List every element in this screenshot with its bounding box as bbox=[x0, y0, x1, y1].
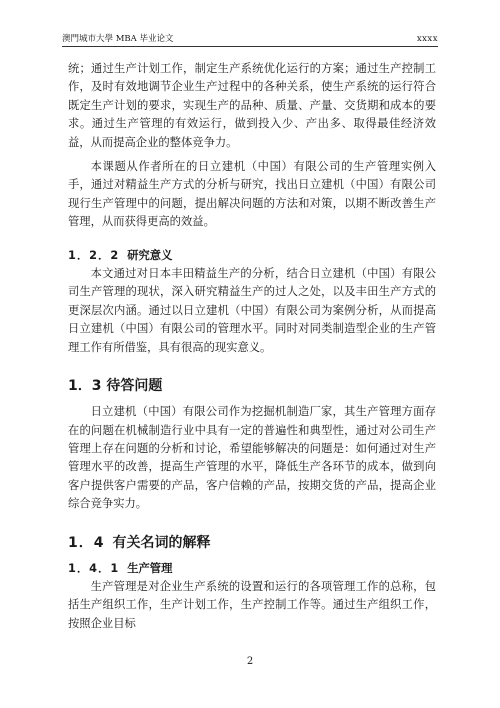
section-title: 有关名词的解释 bbox=[112, 534, 211, 551]
section-number: 1．4 bbox=[68, 534, 105, 551]
paragraph-continued: 统；通过生产计划工作，制定生产系统优化运行的方案；通过生产控制工作，及时有效地调节企业生产过程中的各种关系，使生产系统的运行符合既定生产计划的要求，实现生产的品种、质量、产量、交货期和成本的要求。通过生产管理的有效运行，做到投入少、产出多、取得最佳经济效益，从而提高企业的整体竞争力。 bbox=[68, 62, 436, 149]
page-number: 2 bbox=[246, 656, 254, 667]
paragraph-production-management: 生产管理是对企业生产系统的设置和运行的各项管理工作的总称，包括生产组织工作，生产计划工作，生产控制工作等。通过生产组织工作，按照企业目标 bbox=[68, 579, 436, 630]
section-number: 1．2．2 bbox=[68, 248, 120, 262]
paragraph-questions: 日立建机（中国）有限公司作为挖掘机制造厂家，其生产管理方面存在的问题在机械制造行业中具有一定的普遍性和典型性，通过对公司生产管理上存在问题的分析和讨论，希望能够解决的问题是：如何通过对生产管理水平的改善，提高生产管理的水平，降低生产各环节的成本，做到向客户提供客户需要的产品，客户信赖的产品，按期交货的产品，提高企业综合竞争实力。 bbox=[68, 405, 436, 511]
page-header bbox=[62, 32, 438, 47]
page-body bbox=[68, 60, 436, 633]
section-heading-1-3: 1．3 待答问题 bbox=[68, 378, 163, 395]
header-university-title: 澳門城市大學 MBA 毕业论文 bbox=[62, 34, 174, 44]
paragraph-topic-intro: 本课题从作者所在的日立建机（中国）有限公司的生产管理实例入手，通过对精益生产方式的分析与研究，找出日立建机（中国）有限公司现行生产管理中的问题，提出解决问题的方法和对策，以期不断改善生产管理，从而获得更高的效益。 bbox=[68, 160, 436, 229]
section-heading-1-4-1 bbox=[68, 560, 436, 578]
section-heading-1-2-2 bbox=[68, 247, 436, 265]
header-code: xxxx bbox=[416, 34, 438, 44]
paragraph-research-significance: 本文通过对日本丰田精益生产的分析，结合日立建机（中国）有限公司生产管理的现状，深入研究精益生产的过人之处，以及丰田生产方式的更深层次内涵。通过以日立建机（中国）有限公司为案例分析，从而提高日立建机（中国）有限公司的管理水平。同时对同类制造型企业的生产管理工作有所借鉴，具有很高的现实意义。 bbox=[68, 267, 436, 354]
section-heading-1-4 bbox=[68, 532, 436, 554]
section-title: 生产管理 bbox=[127, 561, 173, 575]
section-title: 研究意义 bbox=[127, 248, 173, 262]
section-number: 1．4．1 bbox=[68, 561, 120, 575]
